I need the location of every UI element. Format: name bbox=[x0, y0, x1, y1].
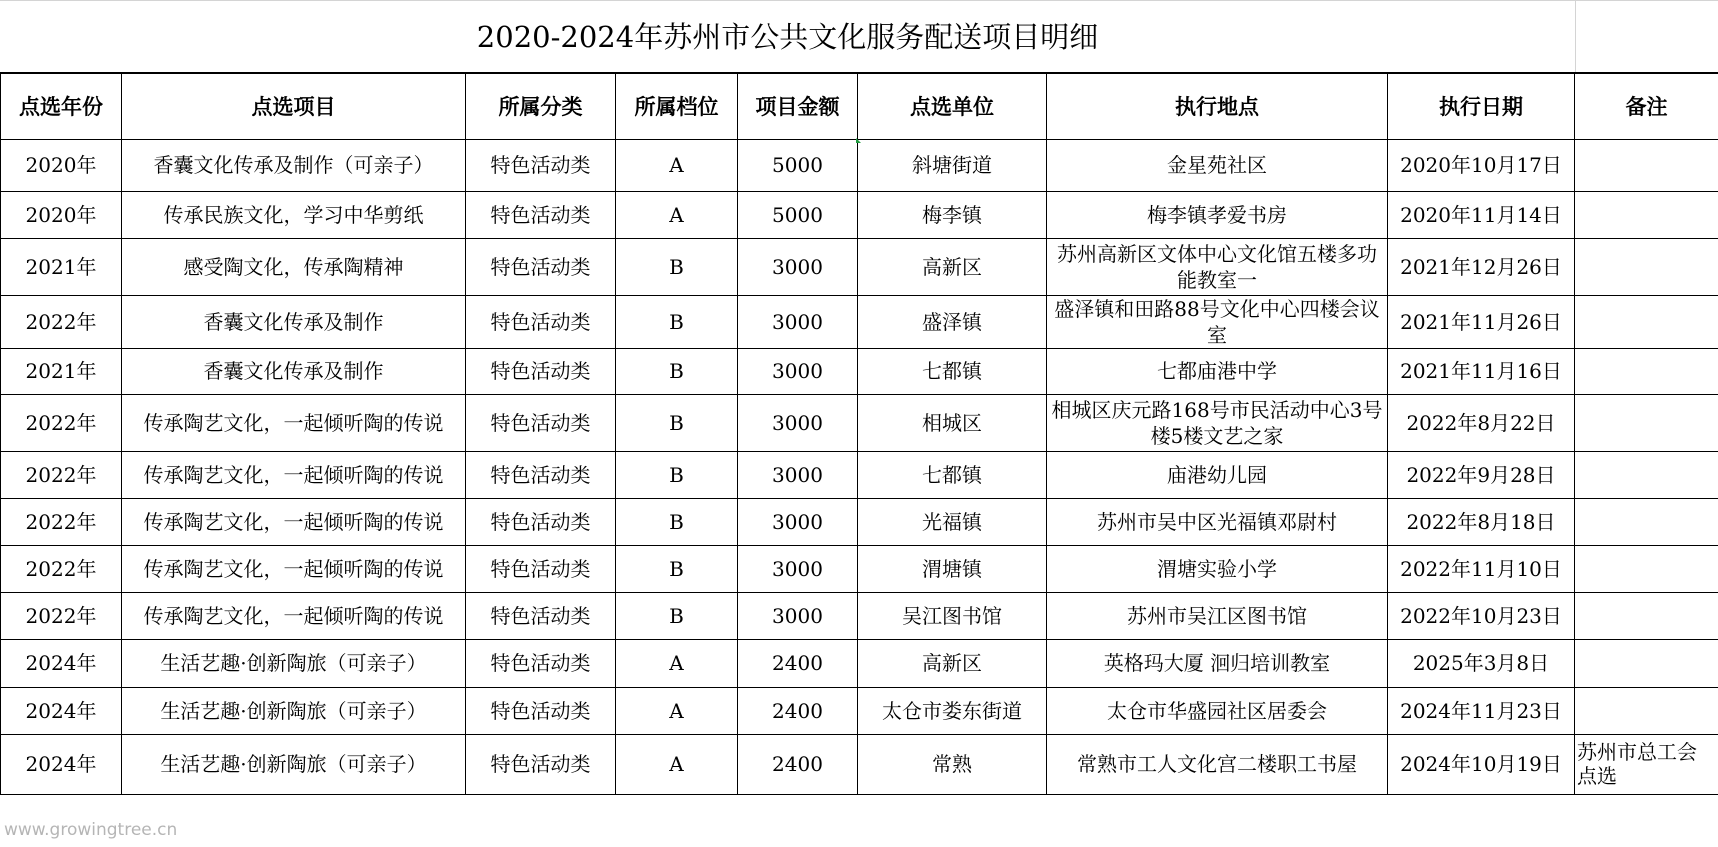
cell-unit[interactable]: 太仓市娄东街道 bbox=[858, 687, 1047, 734]
cell-note[interactable] bbox=[1575, 545, 1718, 592]
table-body bbox=[1, 139, 1718, 794]
cell-project[interactable]: 香囊文化传承及制作 bbox=[122, 295, 466, 348]
cell-unit[interactable]: 梅李镇 bbox=[858, 191, 1047, 238]
cell-project[interactable]: 传承陶艺文化，一起倾听陶的传说 bbox=[122, 394, 466, 451]
col-header-unit[interactable]: 点选单位 bbox=[858, 73, 1047, 139]
sheet-title: 2020-2024年苏州市公共文化服务配送项目明细 bbox=[476, 20, 1099, 54]
cell-location[interactable]: 苏州高新区文体中心文化馆五楼多功能教室一 bbox=[1047, 238, 1388, 295]
cell-category[interactable]: 特色活动类 bbox=[466, 238, 616, 295]
cell-date[interactable]: 2022年10月23日 bbox=[1388, 592, 1575, 639]
cell-unit[interactable]: 高新区 bbox=[858, 238, 1047, 295]
table-row bbox=[1, 545, 1718, 592]
cell-category[interactable]: 特色活动类 bbox=[466, 451, 616, 498]
cell-unit[interactable]: 高新区 bbox=[858, 639, 1047, 687]
cell-year[interactable]: 2022年 bbox=[1, 451, 122, 498]
cell-tier[interactable]: B bbox=[616, 545, 738, 592]
cell-unit[interactable]: 光福镇 bbox=[858, 498, 1047, 545]
cell-year[interactable]: 2022年 bbox=[1, 295, 122, 348]
cell-year[interactable]: 2022年 bbox=[1, 394, 122, 451]
cell-amount[interactable]: 2400 bbox=[738, 734, 858, 794]
cell-unit[interactable]: 吴江图书馆 bbox=[858, 592, 1047, 639]
cell-amount[interactable]: 3000 bbox=[738, 348, 858, 394]
cell-location[interactable]: 相城区庆元路168号市民活动中心3号楼5楼文艺之家 bbox=[1047, 394, 1388, 451]
cell-location[interactable]: 英格玛大厦 洄归培训教室 bbox=[1047, 639, 1388, 687]
table-row bbox=[1, 592, 1718, 639]
cell-project[interactable]: 传承陶艺文化，一起倾听陶的传说 bbox=[122, 451, 466, 498]
cell-category[interactable]: 特色活动类 bbox=[466, 545, 616, 592]
cell-tier[interactable]: A bbox=[616, 139, 738, 191]
cell-project[interactable]: 生活艺趣·创新陶旅（可亲子） bbox=[122, 734, 466, 794]
cell-project[interactable]: 传承民族文化，学习中华剪纸 bbox=[122, 191, 466, 238]
col-header-date[interactable]: 执行日期 bbox=[1388, 73, 1575, 139]
cell-year[interactable]: 2020年 bbox=[1, 191, 122, 238]
header-row bbox=[1, 73, 1718, 139]
cell-unit[interactable]: 七都镇 bbox=[858, 451, 1047, 498]
cell-amount[interactable]: 3000 bbox=[738, 592, 858, 639]
cell-date[interactable]: 2022年9月28日 bbox=[1388, 451, 1575, 498]
cell-category[interactable]: 特色活动类 bbox=[466, 639, 616, 687]
cell-category[interactable]: 特色活动类 bbox=[466, 348, 616, 394]
cell-project[interactable]: 传承陶艺文化，一起倾听陶的传说 bbox=[122, 592, 466, 639]
cell-amount[interactable]: 3000 bbox=[738, 545, 858, 592]
table-row bbox=[1, 348, 1718, 394]
cell-unit[interactable]: 相城区 bbox=[858, 394, 1047, 451]
col-header-category[interactable]: 所属分类 bbox=[466, 73, 616, 139]
cell-project[interactable]: 传承陶艺文化，一起倾听陶的传说 bbox=[122, 545, 466, 592]
cell-category[interactable]: 特色活动类 bbox=[466, 734, 616, 794]
cell-amount[interactable]: 2400 bbox=[738, 687, 858, 734]
col-header-year[interactable]: 点选年份 bbox=[1, 73, 122, 139]
cell-unit[interactable]: 斜塘街道 bbox=[858, 139, 1047, 191]
cell-date[interactable]: 2024年10月19日 bbox=[1388, 734, 1575, 794]
col-header-tier[interactable]: 所属档位 bbox=[616, 73, 738, 139]
cell-year[interactable]: 2022年 bbox=[1, 498, 122, 545]
table-row bbox=[1, 295, 1718, 348]
cell-date[interactable]: 2021年11月16日 bbox=[1388, 348, 1575, 394]
cell-tier[interactable]: A bbox=[616, 687, 738, 734]
cell-amount[interactable]: 2400 bbox=[738, 639, 858, 687]
cell-year[interactable]: 2020年 bbox=[1, 139, 122, 191]
cell-amount[interactable]: 5000 bbox=[738, 191, 858, 238]
cell-tier[interactable]: B bbox=[616, 238, 738, 295]
cell-unit[interactable]: 常熟 bbox=[858, 734, 1047, 794]
cell-note[interactable] bbox=[1575, 191, 1718, 238]
table-row bbox=[1, 498, 1718, 545]
cell-year[interactable]: 2021年 bbox=[1, 238, 122, 295]
table-row bbox=[1, 238, 1718, 295]
cell-category[interactable]: 特色活动类 bbox=[466, 592, 616, 639]
cell-note[interactable] bbox=[1575, 348, 1718, 394]
cell-note[interactable] bbox=[1575, 498, 1718, 545]
cell-project[interactable]: 香囊文化传承及制作（可亲子） bbox=[122, 139, 466, 191]
cell-location[interactable]: 太仓市华盛园社区居委会 bbox=[1047, 687, 1388, 734]
cell-unit[interactable]: 盛泽镇 bbox=[858, 295, 1047, 348]
cell-category[interactable]: 特色活动类 bbox=[466, 139, 616, 191]
cell-note[interactable] bbox=[1575, 394, 1718, 451]
col-header-note[interactable]: 备注 bbox=[1575, 73, 1718, 139]
cell-comment-marker bbox=[856, 138, 861, 143]
cell-tier[interactable]: B bbox=[616, 295, 738, 348]
cell-date[interactable]: 2021年12月26日 bbox=[1388, 238, 1575, 295]
cell-date[interactable]: 2022年8月18日 bbox=[1388, 498, 1575, 545]
cell-note[interactable] bbox=[1575, 592, 1718, 639]
cell-project[interactable]: 感受陶文化，传承陶精神 bbox=[122, 238, 466, 295]
cell-year[interactable]: 2021年 bbox=[1, 348, 122, 394]
cell-date[interactable]: 2020年10月17日 bbox=[1388, 139, 1575, 191]
cell-date[interactable]: 2022年8月22日 bbox=[1388, 394, 1575, 451]
col-header-project[interactable]: 点选项目 bbox=[122, 73, 466, 139]
table-row bbox=[1, 451, 1718, 498]
cell-date[interactable]: 2021年11月26日 bbox=[1388, 295, 1575, 348]
cell-location[interactable]: 七都庙港中学 bbox=[1047, 348, 1388, 394]
cell-tier[interactable]: A bbox=[616, 191, 738, 238]
cell-location[interactable]: 盛泽镇和田路88号文化中心四楼会议室 bbox=[1047, 295, 1388, 348]
cell-note[interactable] bbox=[1575, 139, 1718, 191]
col-header-amount[interactable]: 项目金额 bbox=[738, 73, 858, 139]
cell-unit[interactable]: 渭塘镇 bbox=[858, 545, 1047, 592]
cell-note[interactable] bbox=[1575, 639, 1718, 687]
cell-category[interactable]: 特色活动类 bbox=[466, 498, 616, 545]
cell-date[interactable]: 2022年11月10日 bbox=[1388, 545, 1575, 592]
cell-tier[interactable]: A bbox=[616, 734, 738, 794]
title-row bbox=[0, 0, 1718, 72]
cell-location[interactable]: 庙港幼儿园 bbox=[1047, 451, 1388, 498]
cell-note[interactable] bbox=[1575, 238, 1718, 295]
cell-year[interactable]: 2022年 bbox=[1, 545, 122, 592]
cell-location[interactable]: 梅李镇孝爱书房 bbox=[1047, 191, 1388, 238]
cell-note[interactable]: 苏州市总工会点选 bbox=[1575, 734, 1718, 794]
cell-note[interactable] bbox=[1575, 295, 1718, 348]
table-row bbox=[1, 734, 1718, 794]
cell-project[interactable]: 生活艺趣·创新陶旅（可亲子） bbox=[122, 687, 466, 734]
cell-project[interactable]: 香囊文化传承及制作 bbox=[122, 348, 466, 394]
cell-date[interactable]: 2024年11月23日 bbox=[1388, 687, 1575, 734]
col-header-location[interactable]: 执行地点 bbox=[1047, 73, 1388, 139]
table-row bbox=[1, 639, 1718, 687]
cell-category[interactable]: 特色活动类 bbox=[466, 687, 616, 734]
cell-amount[interactable]: 3000 bbox=[738, 498, 858, 545]
cell-amount[interactable]: 5000 bbox=[738, 139, 858, 191]
title-divider bbox=[1575, 1, 1576, 73]
cell-location[interactable]: 苏州市吴中区光福镇邓尉村 bbox=[1047, 498, 1388, 545]
cell-year[interactable]: 2024年 bbox=[1, 734, 122, 794]
cell-project[interactable]: 传承陶艺文化，一起倾听陶的传说 bbox=[122, 498, 466, 545]
cell-location[interactable]: 苏州市吴江区图书馆 bbox=[1047, 592, 1388, 639]
cell-tier[interactable]: A bbox=[616, 639, 738, 687]
table-row bbox=[1, 687, 1718, 734]
cell-category[interactable]: 特色活动类 bbox=[466, 394, 616, 451]
cell-note[interactable] bbox=[1575, 451, 1718, 498]
cell-location[interactable]: 金星苑社区 bbox=[1047, 139, 1388, 191]
cell-category[interactable]: 特色活动类 bbox=[466, 191, 616, 238]
cell-amount[interactable]: 3000 bbox=[738, 451, 858, 498]
cell-amount[interactable]: 3000 bbox=[738, 394, 858, 451]
cell-unit[interactable]: 七都镇 bbox=[858, 348, 1047, 394]
watermark: www.growingtree.cn bbox=[4, 820, 178, 840]
cell-tier[interactable]: B bbox=[616, 451, 738, 498]
cell-year[interactable]: 2024年 bbox=[1, 639, 122, 687]
cell-tier[interactable]: B bbox=[616, 592, 738, 639]
table-row bbox=[1, 394, 1718, 451]
cell-amount[interactable]: 3000 bbox=[738, 295, 858, 348]
cell-year[interactable]: 2024年 bbox=[1, 687, 122, 734]
cell-category[interactable]: 特色活动类 bbox=[466, 295, 616, 348]
cell-project[interactable]: 生活艺趣·创新陶旅（可亲子） bbox=[122, 639, 466, 687]
cell-year[interactable]: 2022年 bbox=[1, 592, 122, 639]
cell-tier[interactable]: B bbox=[616, 498, 738, 545]
cell-tier[interactable]: B bbox=[616, 394, 738, 451]
cell-tier[interactable]: B bbox=[616, 348, 738, 394]
cell-note[interactable] bbox=[1575, 687, 1718, 734]
cell-date[interactable]: 2025年3月8日 bbox=[1388, 639, 1575, 687]
data-table bbox=[0, 72, 1718, 795]
cell-date[interactable]: 2020年11月14日 bbox=[1388, 191, 1575, 238]
cell-amount[interactable]: 3000 bbox=[738, 238, 858, 295]
table-row bbox=[1, 191, 1718, 238]
cell-location[interactable]: 渭塘实验小学 bbox=[1047, 545, 1388, 592]
table-row bbox=[1, 139, 1718, 191]
cell-location[interactable]: 常熟市工人文化宫二楼职工书屋 bbox=[1047, 734, 1388, 794]
